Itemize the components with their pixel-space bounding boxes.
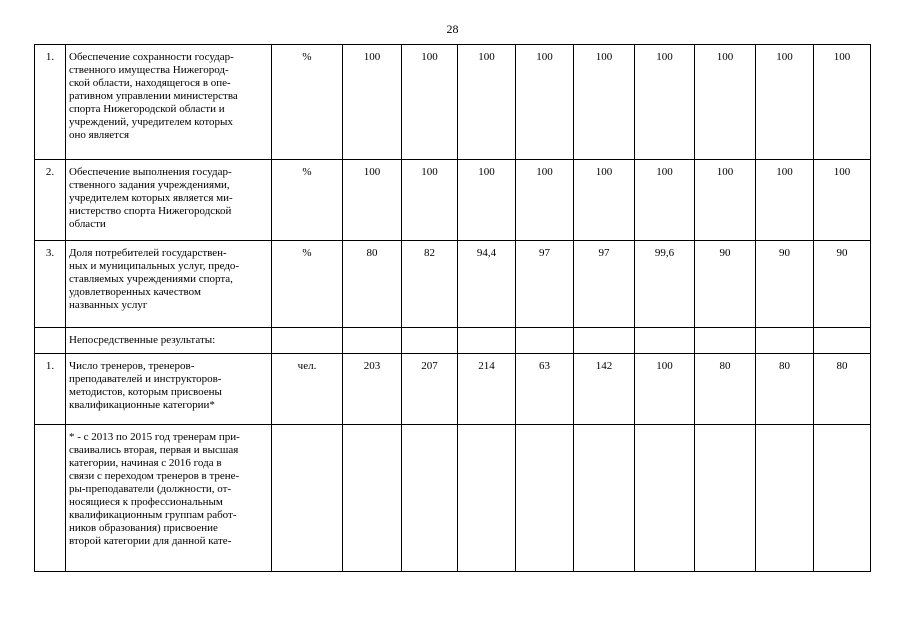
value-cell: 207 xyxy=(402,354,458,425)
unit-cell xyxy=(272,425,343,572)
value-cell xyxy=(756,425,814,572)
indicator-name-line: квалификационные категории* xyxy=(69,399,215,411)
indicator-name-line: ративном управлении министерства xyxy=(69,90,238,102)
indicator-name-line: спорта Нижегородской области и xyxy=(69,103,225,115)
indicator-name-line: области xyxy=(69,218,106,230)
value-cell xyxy=(695,425,756,572)
value-cell: 100 xyxy=(574,160,635,241)
value-cell: 97 xyxy=(516,241,574,328)
value-cell: 100 xyxy=(516,45,574,160)
value-cell xyxy=(814,328,871,354)
indicator-name-line: названных услуг xyxy=(69,299,148,311)
value-cell: 100 xyxy=(458,160,516,241)
value-cell: 100 xyxy=(343,160,402,241)
value-cell: 99,6 xyxy=(635,241,695,328)
value-cell: 100 xyxy=(695,160,756,241)
value-cell: 90 xyxy=(756,241,814,328)
value-cell: 80 xyxy=(814,354,871,425)
value-cell: 203 xyxy=(343,354,402,425)
unit-cell: % xyxy=(272,45,343,160)
indicator-name xyxy=(66,241,272,328)
value-cell: 80 xyxy=(756,354,814,425)
value-cell xyxy=(402,425,458,572)
value-cell: 100 xyxy=(635,45,695,160)
value-cell xyxy=(814,425,871,572)
row-number: 2. xyxy=(35,160,66,241)
value-cell xyxy=(516,425,574,572)
indicator-name-line: Доля потребителей государствен- xyxy=(69,247,227,259)
unit-cell: % xyxy=(272,241,343,328)
indicator-name xyxy=(66,354,272,425)
value-cell xyxy=(574,328,635,354)
indicator-name-line: методистов, которым присвоены xyxy=(69,386,222,398)
value-cell: 82 xyxy=(402,241,458,328)
value-cell xyxy=(343,328,402,354)
value-cell: 100 xyxy=(402,160,458,241)
value-cell: 100 xyxy=(695,45,756,160)
indicator-name xyxy=(66,328,272,354)
value-cell xyxy=(635,425,695,572)
indicator-name xyxy=(66,160,272,241)
value-cell: 90 xyxy=(695,241,756,328)
value-cell: 142 xyxy=(574,354,635,425)
indicator-name-line: носящиеся к профессиональным xyxy=(69,496,223,508)
value-cell xyxy=(695,328,756,354)
indicator-name-line: квалификационным группам работ- xyxy=(69,509,237,521)
indicator-name-line: связи с переходом тренеров в трене- xyxy=(69,470,240,482)
indicator-name-line: ственного задания учреждениями, xyxy=(69,179,230,191)
indicators-table xyxy=(34,44,871,572)
value-cell: 214 xyxy=(458,354,516,425)
value-cell xyxy=(458,328,516,354)
value-cell xyxy=(574,425,635,572)
indicator-name-line: ников образования) присвоение xyxy=(69,522,218,534)
value-cell xyxy=(343,425,402,572)
value-cell: 94,4 xyxy=(458,241,516,328)
value-cell: 100 xyxy=(516,160,574,241)
unit-cell: чел. xyxy=(272,354,343,425)
value-cell xyxy=(516,328,574,354)
value-cell: 100 xyxy=(814,160,871,241)
indicator-name-line: Непосредственные результаты: xyxy=(69,334,216,346)
indicator-name-line: преподавателей и инструкторов- xyxy=(69,373,222,385)
table-row xyxy=(35,45,871,160)
value-cell: 100 xyxy=(574,45,635,160)
unit-cell xyxy=(272,328,343,354)
indicator-name xyxy=(66,45,272,160)
table-row xyxy=(35,328,871,354)
indicator-name-line: нистерство спорта Нижегородской xyxy=(69,205,232,217)
indicator-name-line: ры-преподаватели (должности, от- xyxy=(69,483,232,495)
value-cell: 100 xyxy=(343,45,402,160)
indicator-name-line: ственного имущества Нижегород- xyxy=(69,64,229,76)
value-cell: 100 xyxy=(756,45,814,160)
unit-cell: % xyxy=(272,160,343,241)
indicator-name-line: сваивались вторая, первая и высшая xyxy=(69,444,239,456)
table-row xyxy=(35,241,871,328)
indicator-name-line: ных и муниципальных услуг, предо- xyxy=(69,260,240,272)
value-cell: 100 xyxy=(814,45,871,160)
value-cell xyxy=(458,425,516,572)
indicator-name xyxy=(66,425,272,572)
row-number xyxy=(35,328,66,354)
value-cell: 100 xyxy=(756,160,814,241)
value-cell: 100 xyxy=(402,45,458,160)
row-number xyxy=(35,425,66,572)
value-cell: 80 xyxy=(343,241,402,328)
indicator-name-line: второй категории для данной кате- xyxy=(69,535,232,547)
indicator-name-line: категории, начиная с 2016 года в xyxy=(69,457,222,469)
table-row xyxy=(35,425,871,572)
indicator-name-line: ской области, находящегося в опе- xyxy=(69,77,231,89)
indicator-name-line: Число тренеров, тренеров- xyxy=(69,360,195,372)
indicator-name-line: учреждений, учредителем которых xyxy=(69,116,233,128)
value-cell: 80 xyxy=(695,354,756,425)
value-cell xyxy=(635,328,695,354)
row-number: 1. xyxy=(35,354,66,425)
indicator-name-line: удовлетворенных качеством xyxy=(69,286,201,298)
indicator-name-line: * - с 2013 по 2015 год тренерам при- xyxy=(69,431,240,443)
indicator-name-line: ставляемых учреждениями спорта, xyxy=(69,273,233,285)
value-cell: 100 xyxy=(635,160,695,241)
page-number: 28 xyxy=(446,22,459,36)
indicator-name-line: Обеспечение сохранности государ- xyxy=(69,51,234,63)
indicator-name-line: Обеспечение выполнения государ- xyxy=(69,166,232,178)
indicator-name-line: учредителем которых является ми- xyxy=(69,192,233,204)
value-cell: 100 xyxy=(635,354,695,425)
value-cell: 90 xyxy=(814,241,871,328)
table-row xyxy=(35,160,871,241)
value-cell: 100 xyxy=(458,45,516,160)
value-cell: 97 xyxy=(574,241,635,328)
indicator-name-line: оно является xyxy=(69,129,130,141)
row-number: 3. xyxy=(35,241,66,328)
value-cell xyxy=(402,328,458,354)
value-cell xyxy=(756,328,814,354)
row-number: 1. xyxy=(35,45,66,160)
table-row xyxy=(35,354,871,425)
value-cell: 63 xyxy=(516,354,574,425)
